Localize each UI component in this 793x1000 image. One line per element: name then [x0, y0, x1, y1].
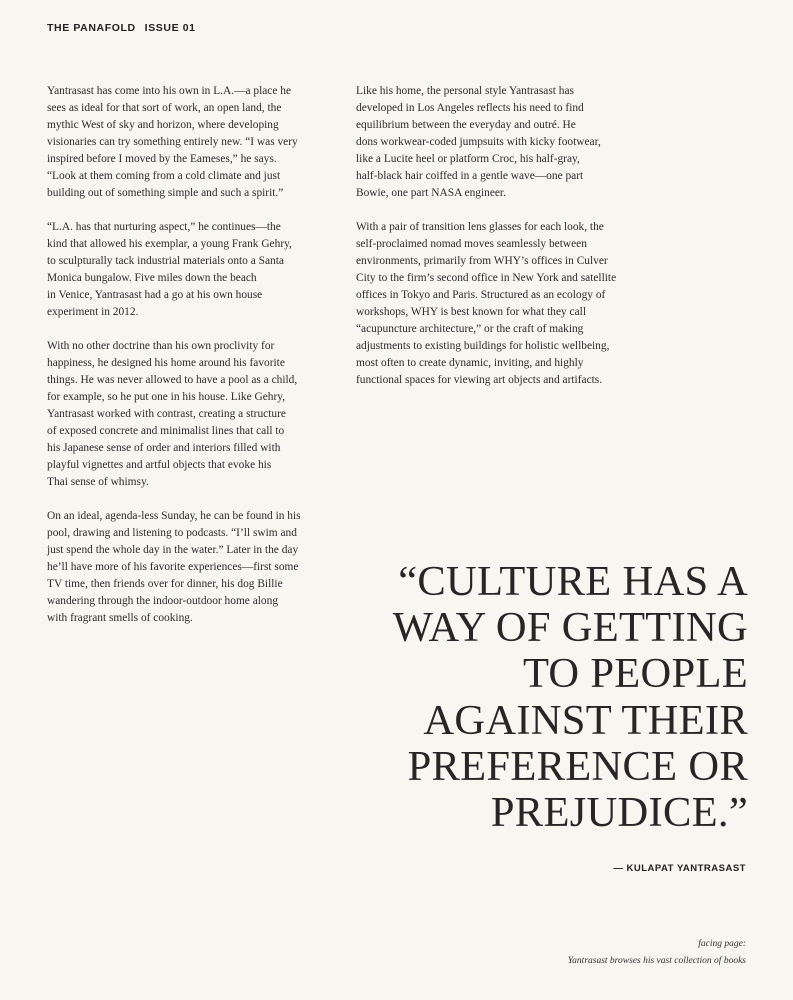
text-line: Monica bungalow. Five miles down the beach: [47, 272, 257, 284]
text-line: Yantrasast has come into his own in L.A.—a place he: [47, 85, 292, 97]
text-line: in Venice, Yantrasast had a go at his own house: [47, 289, 263, 301]
text-line: to sculpturally tack industrial materials onto a Santa: [47, 255, 284, 267]
text-line: With a pair of transition lens glasses for each look, the: [356, 221, 604, 233]
pull-quote: [348, 559, 748, 836]
text-line: City to the firm’s second office in New York and satellite: [356, 272, 617, 284]
text-line: “L.A. has that nurturing aspect,” he continues—the: [47, 221, 281, 233]
text-line: environments, primarily from WHY’s offices in Culver: [356, 255, 608, 267]
pull-quote-attribution: — KULAPAT YANTRASAST: [613, 863, 746, 874]
text-line: functional spaces for viewing art objects and artifacts.: [356, 374, 603, 386]
photo-caption: [568, 936, 746, 970]
text-line: kind that allowed his exemplar, a young Frank Gehry,: [47, 238, 292, 250]
text-line: On an ideal, agenda-less Sunday, he can be found in his: [47, 510, 301, 522]
text-line: mythic West of sky and horizon, where developing: [47, 119, 279, 131]
text-line: with fragrant smells of cooking.: [47, 612, 193, 624]
paragraph: [47, 338, 319, 491]
pull-quote-line: PREJUDICE.”: [490, 789, 748, 837]
pull-quote-line: AGAINST THEIR: [423, 696, 748, 744]
paragraph: [356, 219, 631, 389]
text-line: Like his home, the personal style Yantrasast has: [356, 85, 574, 97]
text-line: most often to create dynamic, inviting, and highly: [356, 357, 584, 369]
text-line: of exposed concrete and minimalist lines that call to: [47, 425, 285, 437]
caption-text: Yantrasast browses his vast collection of books: [567, 956, 746, 966]
text-line: experiment in 2012.: [47, 306, 139, 318]
text-line: for example, so he put one in his house. Like Gehry,: [47, 391, 286, 403]
pull-quote-line: WAY OF GETTING: [392, 604, 748, 652]
paragraph: [47, 508, 319, 627]
text-line: TV time, then friends over for dinner, his dog Billie: [47, 578, 283, 590]
text-line: self-proclaimed nomad moves seamlessly between: [356, 238, 587, 250]
text-line: building out of something simple and such a spirit.”: [47, 187, 284, 199]
text-line: adjustments to existing buildings for holistic wellbeing,: [356, 340, 610, 352]
publication-name: THE PANAFOLD: [47, 22, 136, 34]
text-line: dons workwear-coded jumpsuits with kicky footwear,: [356, 136, 601, 148]
text-line: playful vignettes and artful objects that evoke his: [47, 459, 272, 471]
text-line: “acupuncture architecture,” or the craft of making: [356, 323, 584, 335]
text-line: Thai sense of whimsy.: [47, 476, 149, 488]
text-line: happiness, he designed his home around his favorite: [47, 357, 285, 369]
pull-quote-line: PREFERENCE OR: [407, 742, 748, 790]
text-line: visionaries can try something entirely new. “I was very: [47, 136, 298, 148]
text-line: inspired before I moved by the Eameses,” he says.: [47, 153, 277, 165]
text-line: just spend the whole day in the water.” Later in the day: [47, 544, 299, 556]
text-line: his Japanese sense of order and interiors filled with: [47, 442, 281, 454]
caption-label: facing page:: [698, 939, 746, 949]
text-line: workshops, WHY is best known for what they call: [356, 306, 586, 318]
pull-quote-line: TO PEOPLE: [522, 650, 748, 698]
text-line: he’ll have more of his favorite experiences—first some: [47, 561, 299, 573]
text-line: “Look at them coming from a cold climate and just: [47, 170, 281, 182]
text-line: half-black hair coiffed in a gentle wave—one part: [356, 170, 584, 182]
text-line: offices in Tokyo and Paris. Structured as an ecology of: [356, 289, 606, 301]
text-line: developed in Los Angeles reflects his need to find: [356, 102, 584, 114]
paragraph: [356, 83, 631, 202]
text-line: sees as ideal for that sort of work, an open land, the: [47, 102, 282, 114]
body-column-right: [356, 83, 631, 406]
paragraph: [47, 219, 319, 321]
text-line: Bowie, one part NASA engineer.: [356, 187, 506, 199]
issue-number: ISSUE 01: [144, 22, 196, 34]
running-header: [47, 22, 196, 34]
text-line: With no other doctrine than his own proclivity for: [47, 340, 275, 352]
text-line: like a Lucite heel or platform Croc, his half-gray,: [356, 153, 580, 165]
text-line: things. He was never allowed to have a pool as a child,: [47, 374, 298, 386]
text-line: pool, drawing and listening to podcasts. “I’ll swim and: [47, 527, 297, 539]
paragraph: [47, 83, 319, 202]
text-line: wandering through the indoor-outdoor home along: [47, 595, 279, 607]
pull-quote-line: “CULTURE HAS A: [398, 558, 748, 605]
body-column-left: [47, 83, 319, 644]
text-line: Yantrasast worked with contrast, creating a structure: [47, 408, 286, 420]
text-line: equilibrium between the everyday and outré. He: [356, 119, 576, 131]
